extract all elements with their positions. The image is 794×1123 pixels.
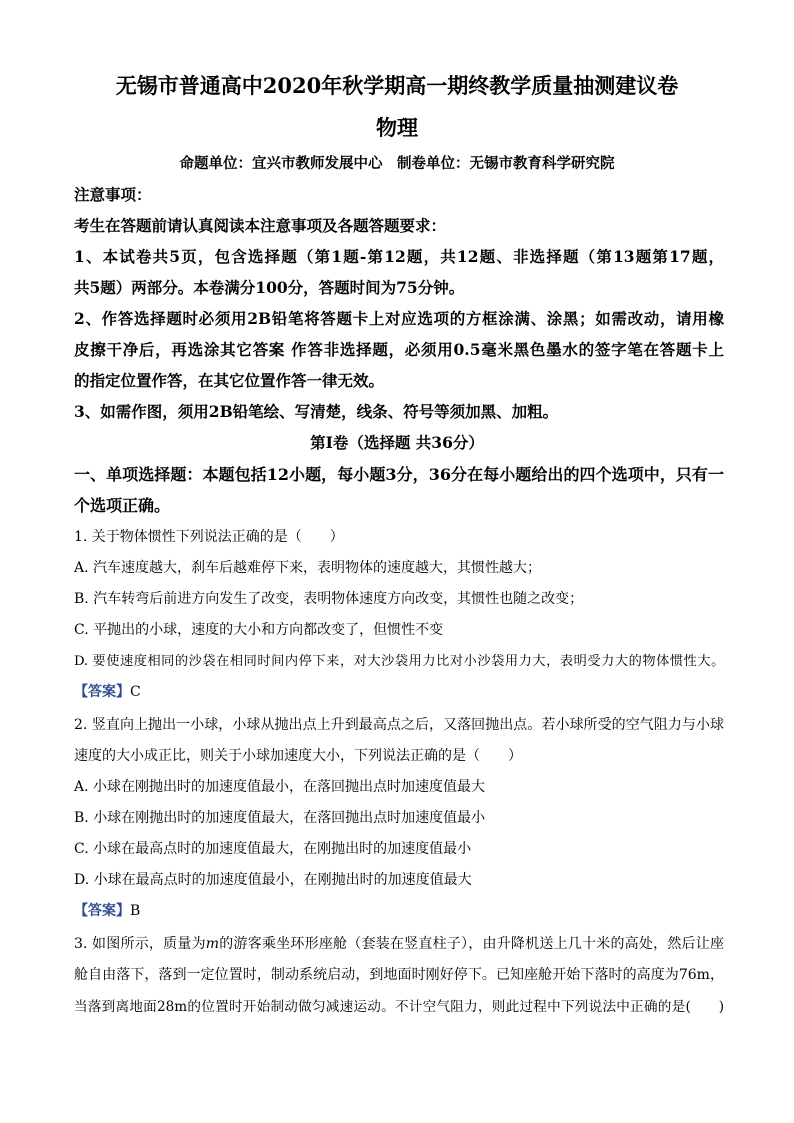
author-units: 命题单位：宜兴市教师发展中心 制卷单位：无锡市教育科学研究院 [179,155,615,172]
question-2-answer [74,900,724,920]
mass-symbol: m [205,936,220,952]
notice-item-2-line-2: 皮擦干净后，再选涂其它答案 作答非选择题，必须用0.5毫米黑色墨水的签字笔在答题卡上 [74,340,724,359]
question-3-stem-line-2: 舱自由落下，落到一定位置时，制动系统启动，到地面时刚好停下。已知座舱开始下落时的高度为76m， [74,967,724,983]
answer-value: B [130,903,141,919]
question-2-option-c: C. 小球在最高点时的加速度值最大，在刚抛出时的加速度值最小 [74,841,472,857]
answer-value: C [130,684,141,700]
part-heading-line-2: 个选项正确。 [74,496,171,515]
question-2-option-a: A. 小球在刚抛出时的加速度值最小，在落回抛出点时加速度值最大 [74,779,486,795]
question-1-option-a: A. 汽车速度越大，刹车后越难停下来，表明物体的速度越大，其惯性越大； [74,560,542,576]
notice-item-2-line-1: 2、作答选择题时必须用2B铅笔将答题卡上对应选项的方框涂满、涂黑；如需改动，请用橡 [74,309,724,328]
question-1-option-b: B. 汽车转弯后前进方向发生了改变，表明物体速度方向改变，其惯性也随之改变； [74,591,584,607]
question-2-option-b: B. 小球在刚抛出时的加速度值最大，在落回抛出点时加速度值最小 [74,810,486,826]
question-2-stem-line-2: 速度的大小成正比，则关于小球加速度大小，下列说法正确的是（ ） [74,748,522,764]
notice-item-2-line-3: 的指定位置作答，在其它位置作答一律无效。 [74,371,385,390]
answer-tag: 【答案】 [74,684,130,700]
question-3-stem-line-3: 当落到离地面28m的位置时开始制动做匀减速运动。不计空气阻力，则此过程中下列说法中正确的是( ) [74,999,724,1015]
question-3-stem-line-1 [74,933,724,953]
question-1-stem: 1. 关于物体惯性下列说法正确的是（ ） [74,529,344,545]
question-1-option-d: D. 要使速度相同的沙袋在相同时间内停下来，对大沙袋用力比对小沙袋用力大，表明受力大的物体惯性大。 [74,654,724,669]
exam-title: 无锡市普通高中2020年秋学期高一期终教学质量抽测建议卷 [115,73,679,98]
question-1-option-c: C. 平抛出的小球，速度的大小和方向都改变了，但惯性不变 [74,622,444,638]
notice-intro: 考生在答题前请认真阅读本注意事项及各题答题要求： [74,216,447,235]
notice-heading: 注意事项： [74,185,152,204]
notice-item-1-line-2: 共5题）两部分。本卷满分100分，答题时间为75分钟。 [74,278,465,297]
answer-tag: 【答案】 [74,903,130,919]
q3-text-b: 的游客乘坐环形座舱（套装在竖直柱子），由升降机送上几十米的高处，然后让座 [219,936,725,952]
part-heading-line-1: 一、单项选择题：本题包括12小题，每小题3分，36分在每小题给出的四个选项中，只有一 [74,465,724,484]
notice-item-1-line-1: 1、本试卷共5页，包含选择题（第1题-第12题，共12题、非选择题（第13题第17题， [74,247,724,266]
question-2-option-d: D. 小球在最高点时的加速度值最小，在刚抛出时的加速度值最大 [74,872,472,888]
question-2-stem-line-1: 2. 竖直向上抛出一小球，小球从抛出点上升到最高点之后，又落回抛出点。若小球所受的空气阻力与小球 [74,717,724,733]
question-1-answer [74,681,724,701]
q3-text-a: 3. 如图所示，质量为 [74,936,206,952]
subject-title: 物理 [376,115,418,140]
notice-item-3: 3、如需作图，须用2B铅笔绘、写清楚，线条、符号等须加黑、加粗。 [74,402,559,421]
section-title: 第Ⅰ卷（选择题 共36分） [310,433,484,452]
